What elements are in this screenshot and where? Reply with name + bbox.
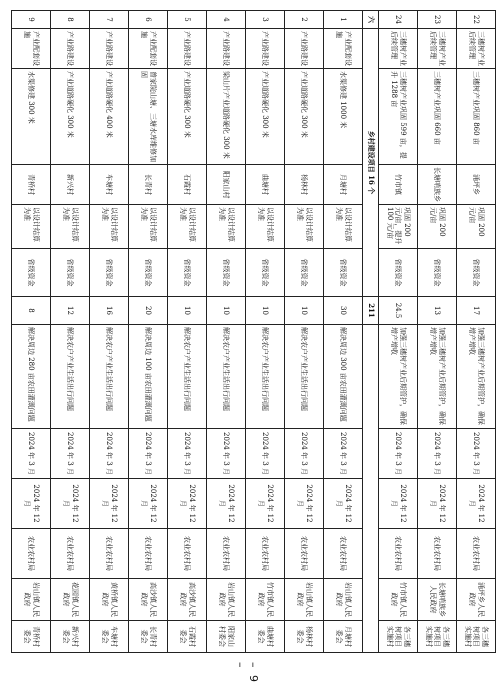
category: 产业路建设 — [285, 29, 324, 69]
project-table — [11, 10, 496, 653]
end-date: 2024 年 12 月 — [457, 479, 496, 529]
row-number: 7 — [90, 11, 129, 29]
category: 三穗树产业后续管理 — [457, 29, 496, 69]
start-date: 2024 年 3 月 — [418, 429, 457, 479]
owner: 各三穗树项目实施村 — [457, 621, 496, 653]
owner: 各三穗树项目实施村 — [418, 621, 457, 653]
start-date: 2024 年 3 月 — [285, 429, 324, 479]
start-date: 2024 年 3 月 — [51, 429, 90, 479]
start-date: 2024 年 3 月 — [207, 429, 246, 479]
section-title: 乡村建设项目 16 个 — [363, 29, 379, 297]
benefit: 加强三穗树产业后期管护，确保增产增收 — [457, 325, 496, 429]
end-date: 2024 年 12 月 — [90, 479, 129, 529]
standard: 巩固 200 元/亩，提升 100 元/亩 — [379, 205, 418, 249]
fund-source: 省级资金 — [324, 249, 363, 297]
implementer: 竹市镇人民政府 — [379, 579, 418, 621]
category: 产业配套设施 — [12, 29, 51, 69]
implementer: 高沙镇人民政府 — [129, 579, 168, 621]
row-number: 22 — [457, 11, 496, 29]
implementer: 岩山镇人民政府 — [207, 579, 246, 621]
benefit: 解决农户产业生活出行问题 — [168, 325, 207, 429]
start-date: 2024 年 3 月 — [129, 429, 168, 479]
fund-source: 省级资金 — [129, 249, 168, 297]
benefit: 解决农户产业生活出行问题 — [285, 325, 324, 429]
end-date: 2024 年 12 月 — [379, 479, 418, 529]
category: 三穗树产业后续管理 — [379, 29, 418, 69]
department: 农业农村局 — [168, 529, 207, 579]
fund-source: 省级资金 — [418, 249, 457, 297]
location: 涌坪乡 — [457, 165, 496, 205]
implementer: 涌坪乡人民政府 — [457, 579, 496, 621]
table-row — [246, 11, 285, 653]
table-row — [90, 11, 129, 653]
content: 产业道路硬化 300 米 — [51, 69, 90, 165]
standard: 巩固 200 元/亩 — [418, 205, 457, 249]
content: 三穗树产业巩固 860 亩 — [457, 69, 496, 165]
implementer: 高沙镇人民政府 — [168, 579, 207, 621]
location: 竹市镇 — [379, 165, 418, 205]
implementer: 岩山镇人民政府 — [324, 579, 363, 621]
category: 产业路建设 — [51, 29, 90, 69]
fund-source: 省级资金 — [285, 249, 324, 297]
owner: 长青村委会 — [129, 621, 168, 653]
standard: 以设计结算为准 — [90, 205, 129, 249]
location: 车塘村 — [90, 165, 129, 205]
amount: 10 — [168, 297, 207, 325]
table-row — [457, 11, 496, 653]
row-number: 23 — [418, 11, 457, 29]
category: 产业路建设 — [246, 29, 285, 69]
fund-source: 省级资金 — [51, 249, 90, 297]
end-date: 2024 年 12 月 — [129, 479, 168, 529]
category: 产业路建设 — [90, 29, 129, 69]
implementer: 竹市镇人民政府 — [246, 579, 285, 621]
row-number: 8 — [51, 11, 90, 29]
department: 农业农村局 — [457, 529, 496, 579]
location: 曲塘村 — [246, 165, 285, 205]
amount: 20 — [129, 297, 168, 325]
end-date: 2024 年 12 月 — [418, 479, 457, 529]
table-row — [324, 11, 363, 653]
location: 月塘村 — [324, 165, 363, 205]
category: 三穗树产业后续管理 — [418, 29, 457, 69]
start-date: 2024 年 3 月 — [168, 429, 207, 479]
table-row — [168, 11, 207, 653]
content: 产业道路硬化 300 米 — [285, 69, 324, 165]
content: 三穗树产业巩固 599 亩，提升 1288 亩 — [379, 69, 418, 165]
department: 农业农村局 — [246, 529, 285, 579]
owner: 石霞村委会 — [168, 621, 207, 653]
fund-source: 省级资金 — [207, 249, 246, 297]
section-amount: 211 — [363, 297, 379, 325]
owner: 青桥村委会 — [12, 621, 51, 653]
department: 农业农村局 — [12, 529, 51, 579]
table-row — [51, 11, 90, 653]
content: 水渠修建 1000 米 — [324, 69, 363, 165]
content: 产业道路硬化 300 米 — [168, 69, 207, 165]
benefit: 解决农户产业生活出行问题 — [90, 325, 129, 429]
start-date: 2024 年 3 月 — [457, 429, 496, 479]
benefit: 加强三穗树产业后期管护，确保增产增收 — [379, 325, 418, 429]
location: 新兴村 — [51, 165, 90, 205]
owner: 月塘村委会 — [324, 621, 363, 653]
location: 石霞村 — [168, 165, 207, 205]
table-row — [207, 11, 246, 653]
owner: 车塘村委会 — [90, 621, 129, 653]
owner: 曲塘村委会 — [246, 621, 285, 653]
amount: 17 — [457, 297, 496, 325]
standard: 以设计结算为准 — [129, 205, 168, 249]
fund-source: 省级资金 — [90, 249, 129, 297]
row-number: 3 — [246, 11, 285, 29]
section-blank — [363, 325, 379, 653]
section-row — [363, 11, 379, 653]
department: 农业农村局 — [207, 529, 246, 579]
standard: 以设计结算为准 — [12, 205, 51, 249]
start-date: 2024 年 3 月 — [246, 429, 285, 479]
start-date: 2024 年 3 月 — [90, 429, 129, 479]
benefit: 加强三穗树产业后期管护，确保增产增收 — [418, 325, 457, 429]
table-row — [129, 11, 168, 653]
end-date: 2024 年 12 月 — [207, 479, 246, 529]
benefit: 解决周边 300 亩农田灌溉问题 — [324, 325, 363, 429]
content: 产业道路硬化 400 米 — [90, 69, 129, 165]
department: 农业农村局 — [90, 529, 129, 579]
owner: 阳家山村委会 — [207, 621, 246, 653]
benefit: 解决农户产业生活出行问题 — [246, 325, 285, 429]
amount: 10 — [285, 297, 324, 325]
start-date: 2024 年 3 月 — [379, 429, 418, 479]
section-number: 六 — [363, 11, 379, 29]
row-number: 24 — [379, 11, 418, 29]
end-date: 2024 年 12 月 — [324, 479, 363, 529]
department: 农业农村局 — [129, 529, 168, 579]
fund-source: 省级资金 — [457, 249, 496, 297]
location: 长塘哨族乡 — [418, 165, 457, 205]
end-date: 2024 年 12 月 — [51, 479, 90, 529]
department: 农业农村局 — [285, 529, 324, 579]
row-number: 6 — [129, 11, 168, 29]
standard: 以设计结算为准 — [285, 205, 324, 249]
location: 青桥村 — [12, 165, 51, 205]
benefit: 解决农户产业生活出行问题 — [207, 325, 246, 429]
content: 产业道路硬化 300 米 — [246, 69, 285, 165]
standard: 以设计结算为准 — [51, 205, 90, 249]
amount: 10 — [246, 297, 285, 325]
table-row — [285, 11, 324, 653]
location: 杨林村 — [285, 165, 324, 205]
department: 农业农村局 — [418, 529, 457, 579]
amount: 24.5 — [379, 297, 418, 325]
location: 长青村 — [129, 165, 168, 205]
standard: 巩固 200 元/亩 — [457, 205, 496, 249]
implementer: 花园镇人民政府 — [51, 579, 90, 621]
department: 农业农村局 — [324, 529, 363, 579]
category: 产业配套设施 — [324, 29, 363, 69]
standard: 以设计结算为准 — [168, 205, 207, 249]
row-number: 1 — [324, 11, 363, 29]
category: 产业路建设 — [168, 29, 207, 69]
content: 梁山片产业道路硬化 300 米 — [207, 69, 246, 165]
table-row — [12, 11, 51, 653]
table-row — [418, 11, 457, 653]
benefit: 解决周边 100 亩农田灌溉问题 — [129, 325, 168, 429]
amount: 12 — [51, 297, 90, 325]
amount: 30 — [324, 297, 363, 325]
department: 农业农村局 — [379, 529, 418, 579]
fund-source: 省级资金 — [168, 249, 207, 297]
owner: 各三穗树项目实施村 — [379, 621, 418, 653]
row-number: 9 — [12, 11, 51, 29]
fund-source: 省级资金 — [379, 249, 418, 297]
start-date: 2024 年 3 月 — [324, 429, 363, 479]
location: 阳家山村 — [207, 165, 246, 205]
implementer: 岩山镇人民政府 — [12, 579, 51, 621]
content: 水渠修建 300 米 — [12, 69, 51, 165]
implementer: 黄桥镇人民政府 — [90, 579, 129, 621]
start-date: 2024 年 3 月 — [12, 429, 51, 479]
standard: 以设计结算为准 — [324, 205, 363, 249]
amount: 8 — [12, 297, 51, 325]
department: 农业农村局 — [51, 529, 90, 579]
category: 产业配套设施 — [129, 29, 168, 69]
standard: 以设计结算为准 — [207, 205, 246, 249]
amount: 10 — [207, 297, 246, 325]
implementer: 岩山镇人民政府 — [285, 579, 324, 621]
end-date: 2024 年 12 月 — [168, 479, 207, 529]
implementer: 长塘哨族乡人民政府 — [418, 579, 457, 621]
row-number: 4 — [207, 11, 246, 29]
benefit: 解决农户产业生活出行问题 — [51, 325, 90, 429]
content: 曾家院山塘、三塘水库维修加固 — [129, 69, 168, 165]
row-number: 5 — [168, 11, 207, 29]
table-row — [379, 11, 418, 653]
amount: 13 — [418, 297, 457, 325]
content: 三穗树产业巩固 660 亩 — [418, 69, 457, 165]
fund-source: 省级资金 — [246, 249, 285, 297]
end-date: 2024 年 12 月 — [285, 479, 324, 529]
standard: 以设计结算为准 — [246, 205, 285, 249]
end-date: 2024 年 12 月 — [12, 479, 51, 529]
amount: 16 — [90, 297, 129, 325]
row-number: 2 — [285, 11, 324, 29]
owner: 杨林村委会 — [285, 621, 324, 653]
end-date: 2024 年 12 月 — [246, 479, 285, 529]
benefit: 解决周边 280 亩农田灌溉问题 — [12, 325, 51, 429]
category: 产业路建设 — [207, 29, 246, 69]
page-number: – 9 – — [234, 662, 260, 684]
fund-source: 省级资金 — [12, 249, 51, 297]
owner: 新兴村委会 — [51, 621, 90, 653]
